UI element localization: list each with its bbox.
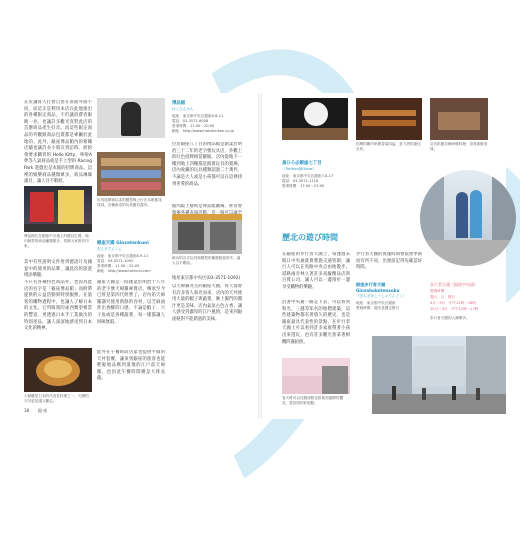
left-col3-text: 位於銀座八丁目的博品館是創業於明治三十二年的老字號玩具店，外觀上的紅色招牌相當顯眼。店內從地下一樓到地上四樓都是販賣玩具的賣場，店內收藏的玩具種類超過二十萬件，不論是大人或是小孩都可以在這裡找到喜愛的商品。	[172, 142, 242, 187]
schedule-days: 週六、日、假日	[430, 295, 456, 299]
left-col3-text-3: 以天婦羅為主的銀座天國，每天都會有許多客人慕名而來，店內的天丼使用大量的蝦子與蔬菜，淋上獨門的醬汁更是美味。店內氣氛古色古香，讓人感受到濃厚的江戶風情，是來到銀座絕對不能錯過的美味。	[172, 284, 242, 322]
photo-yakitori-skewers	[356, 98, 422, 140]
photo-dining-room	[430, 98, 488, 140]
phone-line: 地址東京都中央区(03-3571-1092)	[172, 276, 241, 281]
info2-title: 銀座天國 Ginzatenkuni	[97, 241, 149, 246]
photo-caption-5: 天婦羅是日本的代表性料理之一，天國的天丼更是讓人難忘。	[24, 394, 89, 403]
page-number-left: 18	[24, 408, 30, 413]
left-col3-text-2: 館內最上層則是博品館劇場，經常會	[172, 204, 242, 209]
info2-line-2: 營業時間：11:30～22:00	[97, 264, 140, 268]
info4-title: 銀座步行者天國 Ginzahokotensoku	[356, 282, 400, 293]
info3-subtitle: （Torihiro@Ginza）	[282, 167, 317, 171]
info1-line-1: 電話：03-3571-8008	[172, 119, 209, 123]
left-col1-text: 在於讓客人打發自由在表面外掛不同，而這正是利用本店在此地推出的各種限定商品，不但讓消費者眼睛一亮，也讓許多觀光客對此店的首選商品產生好奇。而這些限定商品的外觀跟商品包裝都是專屬於此地的。此外，銀座博品館內的相關店舖也讓許多小朋友到訪時，紛紛會要求購買的 Hello Kitty、哆啦A夢等人氣商品或是手上型的 Racing Park 遊戲也是本館的招牌商品。這裡的娛樂商品種類眾多，商品琳瑯滿目，讓人目不暇給。	[24, 100, 92, 184]
photo-caption-4: 館內的各式玩具與模型的種類相當的多，讓人目不暇給。	[172, 256, 241, 265]
info2-line-0: 地址：東京都中央区銀座8-9-11	[97, 254, 149, 258]
photo-caption-3: 玩具迷夢寐以求的模型與公仔在本館都找得到，各種新奇的玩具應有盡有。	[97, 198, 162, 207]
info3-line-0: 地址：東京都中央区銀座7-8-17	[282, 174, 334, 178]
schedule-line-1: 10月～3月 中午12時～17時	[430, 307, 479, 311]
info1-line-0: 地址：東京都中央区銀座8-8-11	[172, 114, 224, 118]
photo-cherry-blossom	[282, 358, 350, 394]
schedule-subtitle: 實施時間	[430, 289, 445, 293]
left-col1-text-2: 其中有些說明文件用到德語片及國宴中的使用的品牌、讓此次的旅遊增添樂趣。	[24, 260, 92, 279]
schedule-title: 步行者天國（銀座中央通）	[430, 282, 478, 287]
info1-line-3: 網址：http://www.hakuhinkan.co.jp	[172, 129, 234, 133]
caption-r4: 步行者天國的人潮眾多。	[430, 316, 470, 320]
section-title: 歷北の遊び時間	[282, 233, 338, 242]
page-label-left: 銀 座	[38, 408, 48, 413]
info2-subtitle: ぎんざてんくに	[97, 247, 123, 251]
photo-couple-walking	[420, 170, 516, 266]
info1-line-2: 營業時間：11:00～20:00	[172, 124, 215, 128]
info4-line-0: 地址：東京都中央区銀座	[356, 301, 396, 305]
caption-r2: 招牌的雞肉串燒香氣四溢，是下酒的最佳良伴。	[356, 142, 421, 151]
photo-yakitori-shop-front	[282, 98, 348, 140]
schedule-line-0: 4月～9月 中午12時～18時	[430, 301, 477, 305]
info3-line-1: 電話：03-3571-1118	[282, 179, 319, 183]
info1-subtitle: はくひんかん	[172, 107, 194, 111]
info3-title: 鳥ひろ＠銀座七丁目	[282, 161, 322, 166]
left-col1-text-3: 不只有各種特色商品外，也因為此店的名字是「銀座博品館」而附帶提供的公益活動與特別服務，在旅客的購物過程中，也讓人了解日本的文化。它所販賣的東西類型相當的豐富，更透過日本手工業做出的特別產品，讓人深深地感受到日本文化的精神。	[24, 280, 92, 332]
info1-title: 博品館	[172, 101, 186, 106]
right-colA-text-2: 沿著中央通一路走下去，可以看到和光、三越等知名的地標建築，這些建築物都有著悠久的歷史，也是銀座最具代表性的景點。在步行者天國上可以看到許多家庭帶著小孩出來遊玩，也有許多觀光客拿著相機四處拍照。	[282, 300, 350, 345]
left-col2-text-2: 此外在午餐時段店家也提供平價的天丼套餐，讓來到銀座的旅客也能輕鬆地品嚐到道地的江戶前天婦羅，也因此午餐時間總是大排長龍。	[97, 350, 165, 382]
caption-r1: 店內供應各種串燒料理，食材新鮮美味。	[430, 142, 488, 151]
page-fold	[258, 93, 262, 419]
photo-doll-display	[97, 98, 165, 138]
photo-toy-shelves	[97, 152, 165, 196]
photo-store-exterior	[172, 214, 242, 254]
photo-caption-1: 博品館位在銀座中央通上的醒目位置，館內販售的商品種類繁多，招牌大家都有印象。	[24, 234, 89, 248]
right-colA-text: 在銀座的步行者天國上，每逢週末假日中央通就會實施交通管制，讓行人可以在馬路中央自由地散步。道路兩旁林立著許多高級精品店與百貨公司，讓人可以一邊漫步一邊享受購物的樂趣。	[282, 252, 350, 290]
info3-line-2: 營業時間：17:00～23:00	[282, 184, 325, 188]
info4-subtitle: （ぎんざほこうしゃてんごく）	[356, 294, 407, 298]
left-col2-text: 銀座天國是一間創業於明治十八年的老字號天婦羅專賣店。傳承至今已經是第四代經營了，店內的天婦羅講究使用新鮮的食材，以芝麻油炸出香酥的口感，不論是蝦子、穴子魚或是各種蔬菜，每一樣都讓人回味無窮。	[97, 280, 165, 325]
info2-line-1: 電話：03-3571-1092	[97, 259, 134, 263]
caption-r3: 春天時可以在銀座附近欣賞到盛開的櫻花，是拍照的好地點。	[282, 396, 344, 405]
right-colB-text: 步行者天國的實施時間會依照季節而有所不同，出發前記得先確認好時間。	[356, 252, 422, 271]
photo-ginza-street	[372, 336, 506, 414]
info4-line-1: 實施時間：週末及國定假日	[356, 306, 400, 310]
photo-tempura-bowl	[24, 348, 92, 392]
info2-line-3: 網址：http://www.tenkuni.com	[97, 269, 151, 273]
photo-ginza-storefront	[24, 186, 92, 232]
